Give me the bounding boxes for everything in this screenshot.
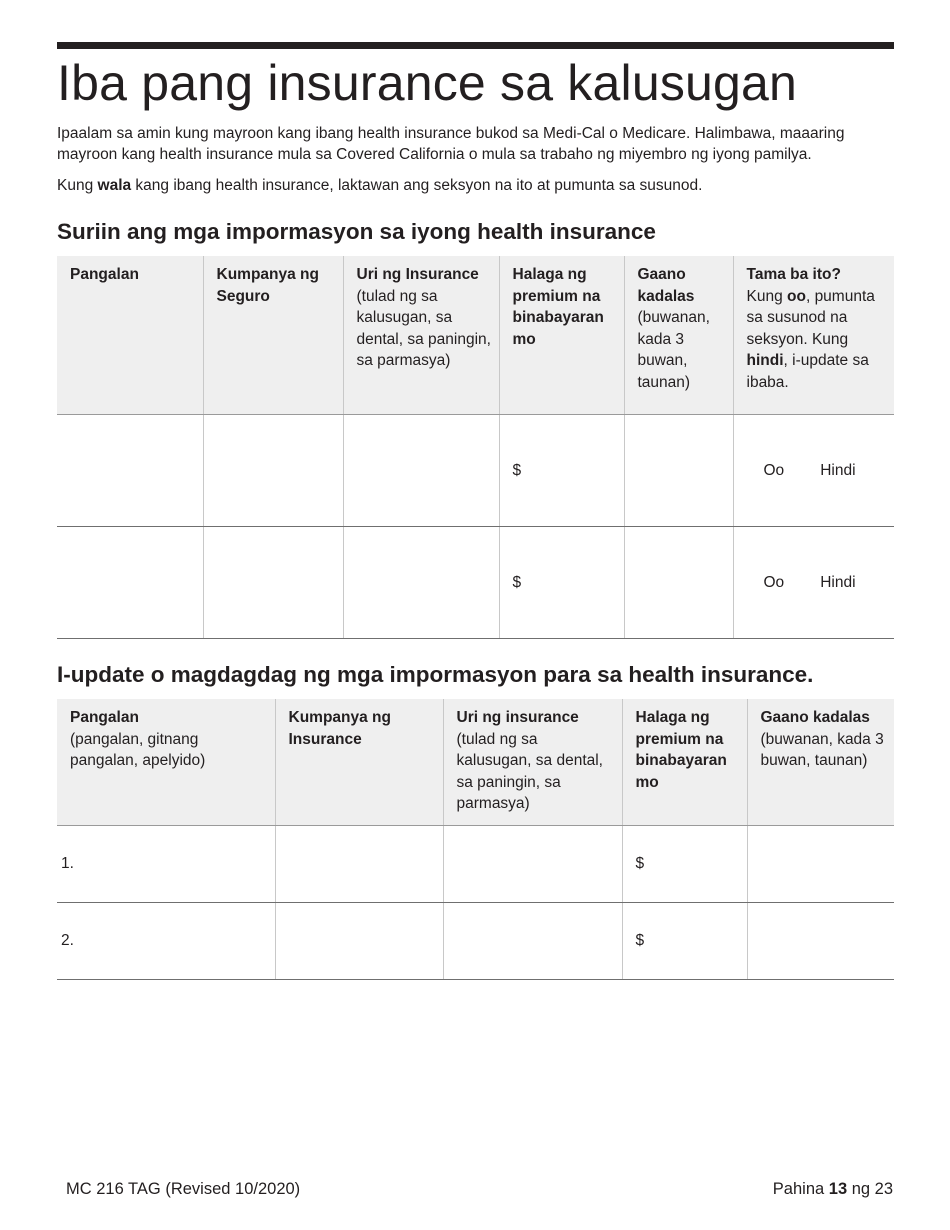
header-premium: Halaga ng premium na binabayaran mo: [499, 256, 624, 415]
header-frequency: Gaano kadalas (buwanan, kada 3 buwan, taunan): [624, 256, 733, 415]
form-page: [57, 42, 894, 980]
company-field[interactable]: [275, 902, 443, 979]
company-field[interactable]: [203, 415, 343, 527]
name-field[interactable]: [57, 415, 203, 527]
form-id: MC 216 TAG (Revised 10/2020): [66, 1180, 301, 1198]
table-row: [57, 527, 894, 639]
review-insurance-table: [57, 256, 894, 639]
review-table-header: [57, 256, 894, 415]
header-premium: Halaga ng premium na binabayaran mo: [622, 699, 747, 825]
frequency-field[interactable]: [624, 415, 733, 527]
table-row: [57, 415, 894, 527]
name-field[interactable]: 1.: [57, 825, 275, 902]
header-frequency: Gaano kadalas (buwanan, kada 3 buwan, taunan): [747, 699, 894, 825]
page-title: Iba pang insurance sa kalusugan: [57, 55, 798, 111]
top-rule: [57, 42, 894, 49]
table-row: [57, 902, 894, 979]
page-number: Pahina 13 ng 23: [772, 1180, 893, 1198]
review-section-heading: Suriin ang mga impormasyon sa iyong health insurance: [57, 219, 656, 244]
frequency-field[interactable]: [747, 825, 894, 902]
type-field[interactable]: [343, 527, 499, 639]
header-type: Uri ng insurance (tulad ng sa kalusugan, sa dental, sa paningin, sa parmasya): [443, 699, 622, 825]
yes-option[interactable]: Oo: [763, 573, 785, 591]
header-company: Kumpanya ng Seguro: [203, 256, 343, 415]
name-field[interactable]: 2.: [57, 902, 275, 979]
header-name: Pangalan: [57, 256, 203, 415]
premium-field[interactable]: $: [622, 825, 747, 902]
type-field[interactable]: [443, 825, 622, 902]
intro-text: Ipaalam sa amin kung mayroon kang ibang health insurance bukod sa Medi-Cal o Medicare. Halimbawa, maaaring mayroon kang health insurance mula sa Covered California o mula sa trabaho ng miyembro ng iyong pamilya.: [57, 125, 845, 163]
header-correct: Tama ba ito? Kung oo, pumunta sa susunod na seksyon. Kung hindi, i-update sa ibaba.: [733, 256, 894, 415]
header-name: Pangalan (pangalan, gitnang pangalan, apelyido): [57, 699, 275, 825]
company-field[interactable]: [203, 527, 343, 639]
premium-field[interactable]: $: [499, 527, 624, 639]
frequency-field[interactable]: [747, 902, 894, 979]
company-field[interactable]: [275, 825, 443, 902]
correct-choice: [733, 527, 894, 639]
no-option[interactable]: Hindi: [820, 461, 856, 479]
type-field[interactable]: [343, 415, 499, 527]
premium-field[interactable]: $: [499, 415, 624, 527]
frequency-field[interactable]: [624, 527, 733, 639]
skip-note-emphasis: wala: [97, 177, 132, 194]
header-type: Uri ng Insurance (tulad ng sa kalusugan, sa dental, sa paningin, sa parmasya): [343, 256, 499, 415]
correct-choice: [733, 415, 894, 527]
no-option[interactable]: Hindi: [820, 573, 856, 591]
update-section-heading: I-update o magdagdag ng mga impormasyon para sa health insurance.: [57, 662, 814, 687]
yes-option[interactable]: Oo: [763, 461, 785, 479]
skip-note: Kung wala kang ibang health insurance, laktawan ang seksyon na ito at pumunta sa susunod.: [57, 177, 703, 194]
type-field[interactable]: [443, 902, 622, 979]
table-row: [57, 825, 894, 902]
update-insurance-table: [57, 699, 894, 980]
header-company: Kumpanya ng Insurance: [275, 699, 443, 825]
update-table-header: [57, 699, 894, 825]
name-field[interactable]: [57, 527, 203, 639]
premium-field[interactable]: $: [622, 902, 747, 979]
